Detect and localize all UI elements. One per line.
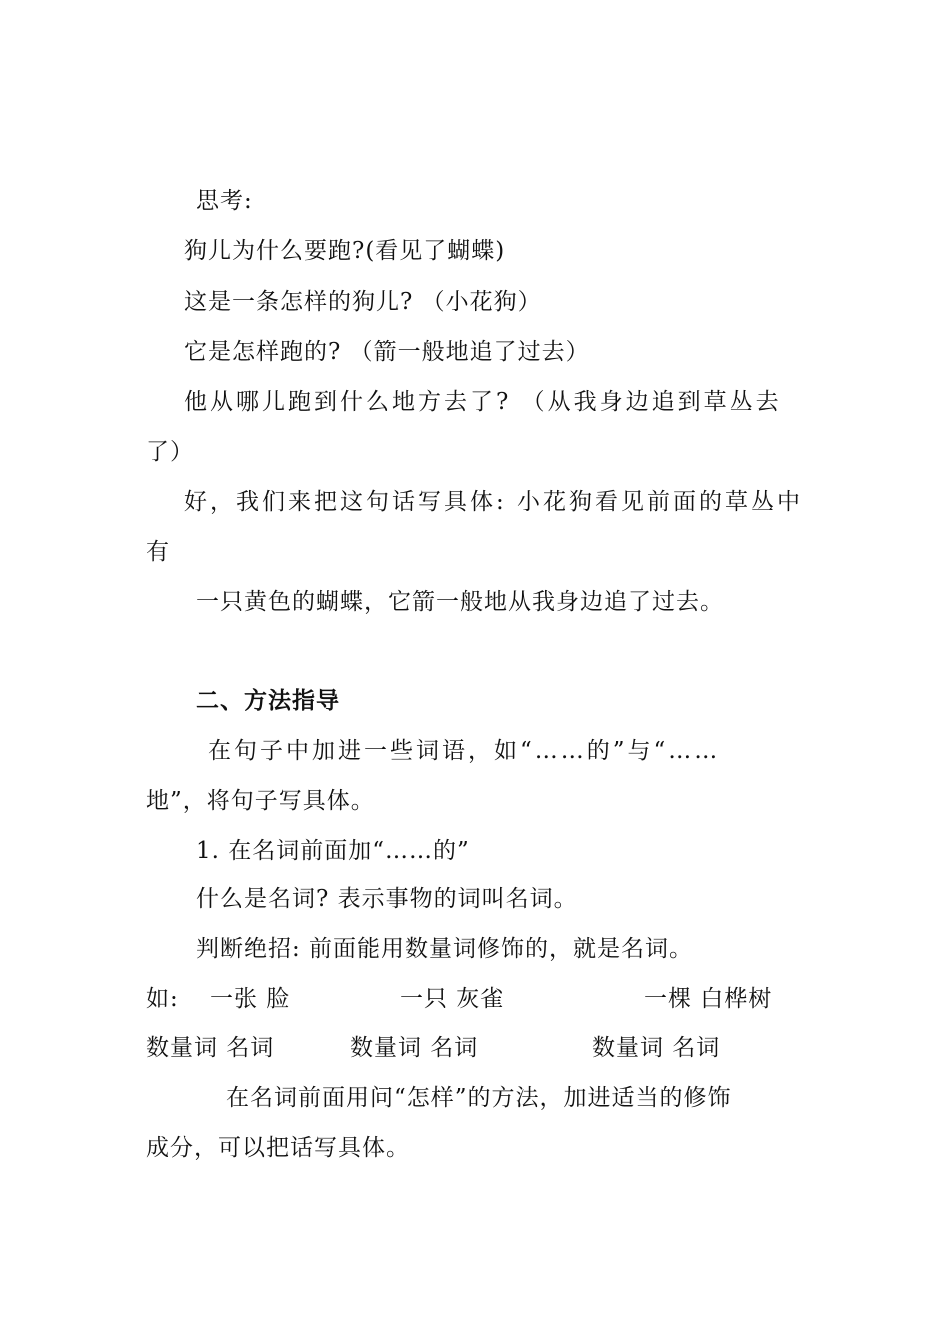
- intro-line-2: 地”，将句子写具体。: [146, 788, 375, 814]
- noun-trick: 判断绝招: 前面能用数量词修饰的，就是名词。: [196, 936, 694, 962]
- summary-line-1: 好，我们来把这句话写具体: 小花狗看见前面的草丛中: [184, 489, 804, 515]
- example-phrase-1: 一张 脸: [210, 986, 291, 1012]
- think-heading: 思考:: [196, 188, 253, 214]
- example-tag-1: 数量词 名词: [146, 1035, 275, 1061]
- summary-line-2: 有: [146, 539, 170, 565]
- question-1: 狗儿为什么要跑?(看见了蝴蝶): [184, 238, 506, 264]
- closing-line-1: 在名词前面用问“怎样”的方法，加进适当的修饰: [226, 1085, 732, 1111]
- noun-definition: 什么是名词? 表示事物的词叫名词。: [196, 886, 578, 912]
- example-phrase-3: 一棵 白桦树: [644, 986, 773, 1012]
- example-prefix: 如:: [146, 986, 179, 1012]
- question-2: 这是一条怎样的狗儿? （小花狗）: [184, 289, 542, 315]
- example-tag-3: 数量词 名词: [592, 1035, 721, 1061]
- summary-line-3: 一只黄色的蝴蝶，它箭一般地从我身边追了过去。: [196, 589, 724, 615]
- question-4-line-1: 他从哪儿跑到什么地方去了? （从我身边追到草丛去: [184, 389, 782, 415]
- closing-line-2: 成分，可以把话写具体。: [146, 1135, 410, 1161]
- section-2-heading: 二、方法指导: [196, 688, 340, 714]
- example-tag-2: 数量词 名词: [350, 1035, 479, 1061]
- intro-line-1: 在句子中加进一些词语，如“……的”与“……: [208, 738, 721, 764]
- question-4-line-2: 了）: [146, 439, 194, 465]
- question-3: 它是怎样跑的? （箭一般地追了过去）: [184, 339, 590, 365]
- subsection-1-title: 1. 在名词前面加“……的”: [196, 838, 470, 864]
- example-phrase-2: 一只 灰雀: [400, 986, 505, 1012]
